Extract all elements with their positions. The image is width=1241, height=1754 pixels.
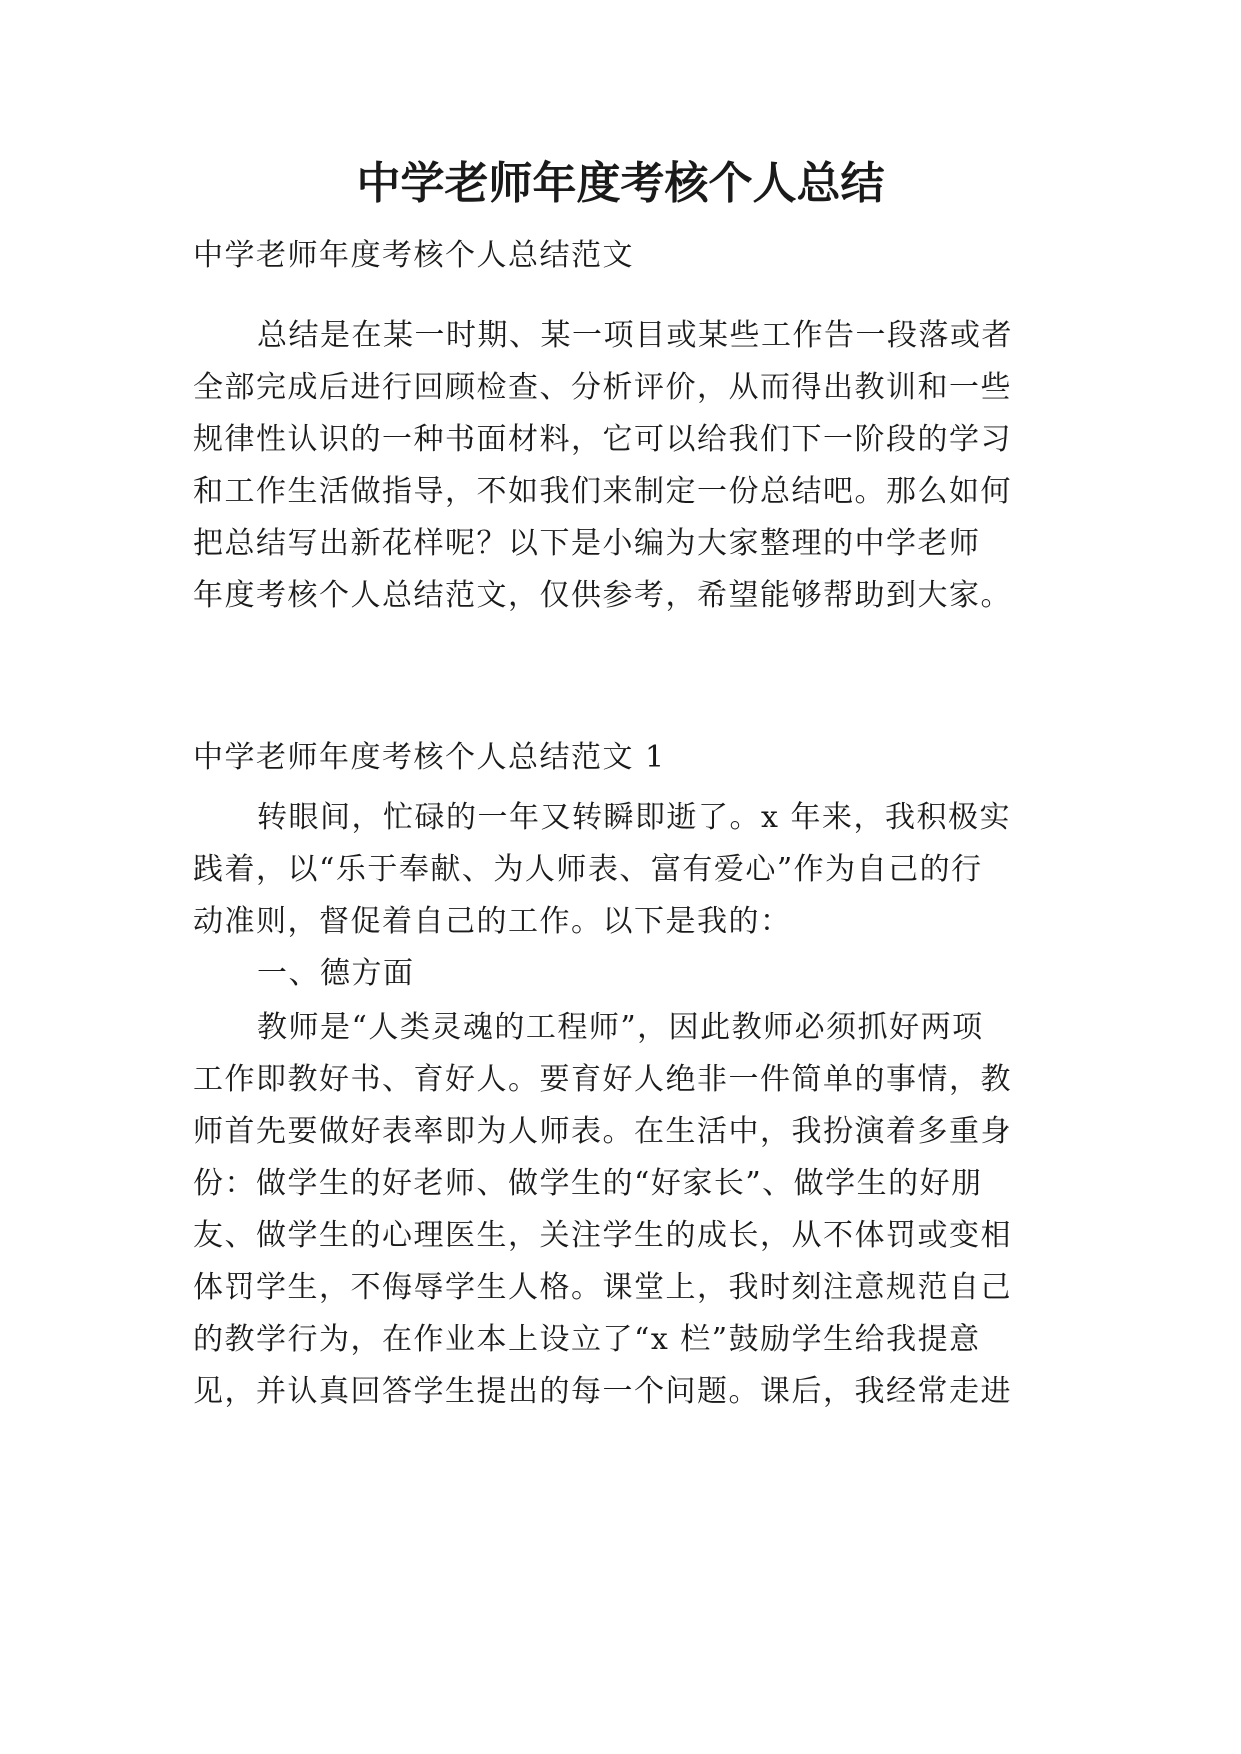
section-line: 份：做学生的好老师、做学生的“好家长”、做学生的好朋 [193, 1166, 983, 1201]
intro-heading: 中学老师年度考核个人总结范文 [193, 238, 634, 273]
section-line: 践着，以“乐于奉献、为人师表、富有爱心”作为自己的行 [193, 852, 983, 887]
section-line: 见，并认真回答学生提出的每一个问题。课后，我经常走进 [193, 1374, 1012, 1409]
document-title: 中学老师年度考核个人总结 [356, 158, 885, 209]
section-line: 师首先要做好表率即为人师表。在生活中，我扮演着多重身 [193, 1114, 1012, 1149]
intro-line: 全部完成后进行回顾检查、分析评价，从而得出教训和一些 [193, 370, 1012, 405]
section-line: 动准则，督促着自己的工作。以下是我的： [193, 904, 792, 939]
intro-line: 和工作生活做指导，不如我们来制定一份总结吧。那么如何 [193, 474, 1012, 509]
section-line: 体罚学生，不侮辱学生人格。课堂上，我时刻注意规范自己 [193, 1270, 1012, 1305]
section-line: 友、做学生的心理医生，关注学生的成长，从不体罚或变相 [193, 1218, 1012, 1253]
section-line: 的教学行为，在作业本上设立了“x 栏”鼓励学生给我提意 [193, 1322, 981, 1357]
intro-line: 总结是在某一时期、某一项目或某些工作告一段落或者 [257, 318, 1013, 353]
section-line: 转眼间，忙碌的一年又转瞬即逝了。x 年来，我积极实 [257, 800, 1011, 835]
intro-line: 规律性认识的一种书面材料，它可以给我们下一阶段的学习 [193, 422, 1012, 457]
intro-line: 把总结写出新花样呢？以下是小编为大家整理的中学老师 [193, 526, 981, 561]
section-line: 教师是“人类灵魂的工程师”，因此教师必须抓好两项 [257, 1010, 984, 1045]
section-heading: 中学老师年度考核个人总结范文 1 [193, 740, 666, 775]
section-line: 工作即教好书、育好人。要育好人绝非一件简单的事情，教 [193, 1062, 1012, 1097]
intro-line: 年度考核个人总结范文，仅供参考，希望能够帮助到大家。 [193, 578, 1012, 613]
subsection-heading: 一、德方面 [257, 956, 415, 991]
